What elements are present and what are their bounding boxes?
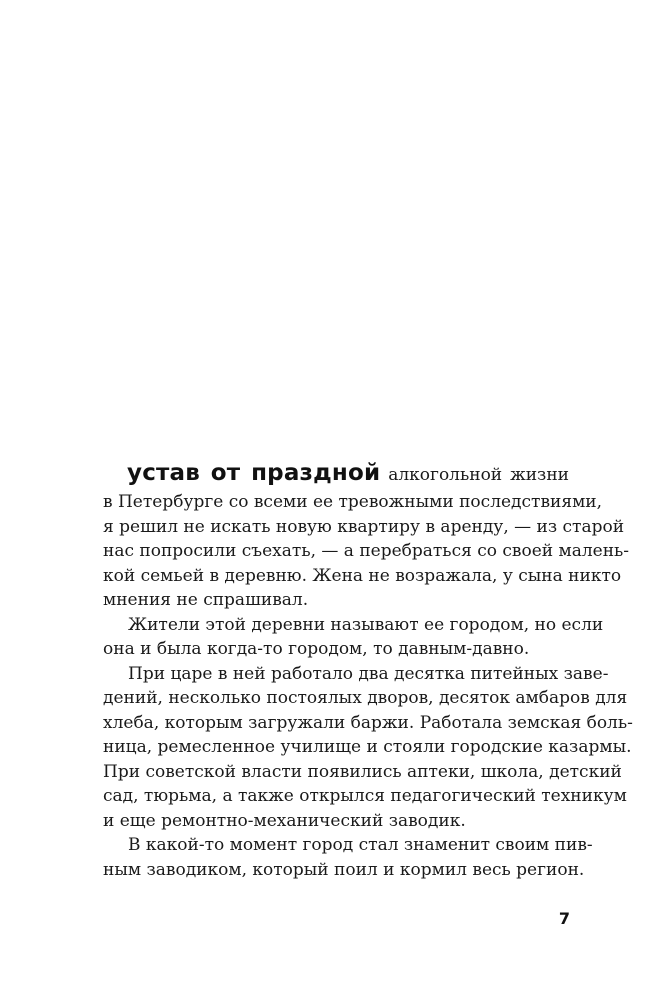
- paragraph-2: [103, 613, 604, 662]
- text-line: ница, ремесленное училище и стояли городские казармы.: [103, 737, 632, 757]
- lead-in-text: устав от праздной: [127, 460, 381, 486]
- text-line: [103, 458, 569, 490]
- text-line: Жители этой деревни называют ее городом, но если: [128, 614, 604, 635]
- body-text: [103, 458, 633, 882]
- text-line: При царе в ней работало два десятка питейных заве-: [128, 663, 609, 684]
- text-line: При советской власти появились аптеки, школа, детский: [103, 761, 622, 782]
- paragraph-4: [103, 833, 593, 882]
- text-line: она и была когда-то городом, то давным-давно.: [103, 639, 530, 659]
- text-line: дений, несколько постоялых дворов, десяток амбаров для: [103, 688, 628, 708]
- text-line: я решил не искать новую квартиру в аренду, — из старой: [103, 516, 625, 537]
- paragraph-1: [103, 458, 630, 613]
- text-line: и еще ремонтно-механический заводик.: [103, 810, 466, 831]
- text-line-content: алкогольной жизни: [388, 465, 569, 485]
- text-line: в Петербурге со всеми ее тревожными последствиями,: [103, 492, 603, 512]
- text-line: В какой-то момент город стал знаменит своим пив-: [128, 835, 593, 855]
- text-line: мнения не спрашивал.: [103, 590, 309, 610]
- text-line: сад, тюрьма, а также открылся педагогический техникум: [103, 786, 627, 806]
- page-number: 7: [558, 909, 570, 928]
- text-line: нас попросили съехать, — а перебраться со своей малень-: [103, 541, 630, 561]
- text-line: кой семьей в деревню. Жена не возражала, у сына никто: [103, 565, 622, 586]
- text-line: хлеба, которым загружали баржи. Работала земская боль-: [103, 712, 633, 733]
- text-line: ным заводиком, который поил и кормил весь регион.: [103, 859, 585, 880]
- paragraph-3: [103, 662, 633, 834]
